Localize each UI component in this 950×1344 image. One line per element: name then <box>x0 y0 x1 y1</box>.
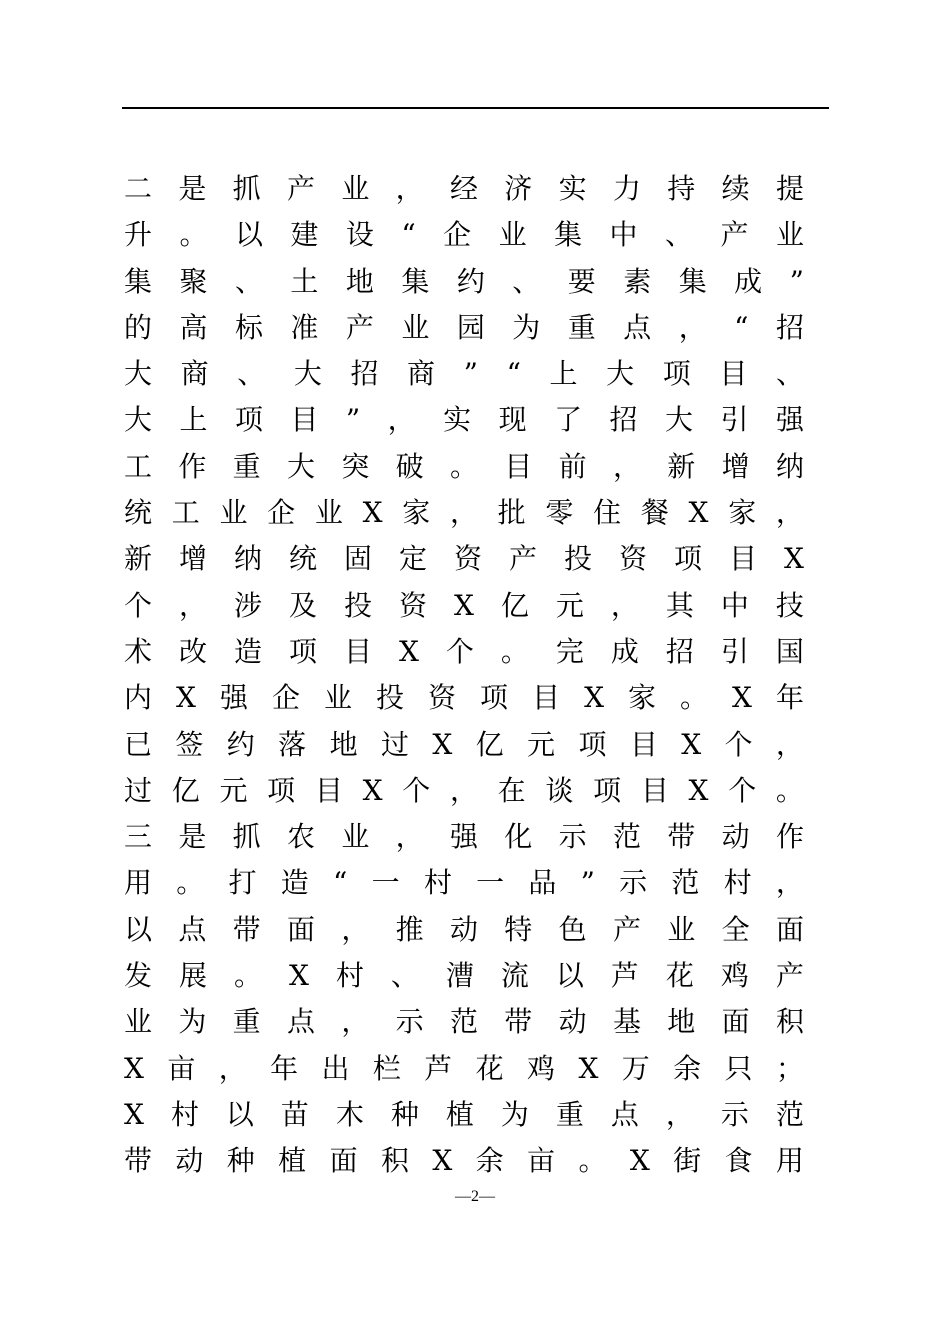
text-line: 工 作 重 大 突 破 。 目 前 ， 新 增 纳 <box>124 449 804 483</box>
body-text <box>124 166 844 1185</box>
text-line: 大 上 项 目 ” ， 实 现 了 招 大 引 强 <box>124 403 804 437</box>
text-line: 发 展 。 X 村 、 漕 流 以 芦 花 鸡 产 <box>124 959 804 993</box>
text-line: X 村 以 苗 木 种 植 为 重 点 ， 示 范 <box>124 1097 804 1131</box>
text-line: 带 动 种 植 面 积 X 余 亩 。 X 街 食 用 <box>124 1144 804 1178</box>
text-line: 内 X 强 企 业 投 资 项 目 X 家 。 X 年 <box>124 681 804 715</box>
header-rule <box>122 107 829 109</box>
text-line: 已 签 约 落 地 过 X 亿 元 项 目 X 个 ， <box>124 727 804 761</box>
text-line: 新 增 纳 统 固 定 资 产 投 资 项 目 X <box>124 542 804 576</box>
text-line: 用 。 打 造 “ 一 村 一 品 ” 示 范 村 ， <box>124 866 804 900</box>
text-line: 升 。 以 建 设 “ 企 业 集 中 、 产 业 <box>124 218 804 252</box>
text-line: 以 点 带 面 ， 推 动 特 色 产 业 全 面 <box>124 912 804 946</box>
text-line: 术 改 造 项 目 X 个 。 完 成 招 引 国 <box>124 634 804 668</box>
text-line: 个 ， 涉 及 投 资 X 亿 元 ， 其 中 技 <box>124 588 804 622</box>
text-line: 二 是 抓 产 业 ， 经 济 实 力 持 续 提 <box>124 172 804 205</box>
text-line: 大 商 、 大 招 商 ” “ 上 大 项 目 、 <box>124 357 804 391</box>
page-number: —2— <box>455 1188 495 1205</box>
text-line: 集 聚 、 土 地 集 约 、 要 素 集 成 ” <box>124 264 804 298</box>
text-line: 三 是 抓 农 业 ， 强 化 示 范 带 动 作 <box>124 820 804 854</box>
text-line: 统 工 业 企 业 X 家 ， 批 零 住 餐 X 家 ， <box>124 496 804 530</box>
text-line: 业 为 重 点 ， 示 范 带 动 基 地 面 积 <box>124 1005 804 1039</box>
text-line: X 亩 ， 年 出 栏 芦 花 鸡 X 万 余 只 ； <box>124 1051 804 1085</box>
text-line: 的 高 标 准 产 业 园 为 重 点 ， “ 招 <box>124 310 804 344</box>
text-line: 过 亿 元 项 目 X 个 ， 在 谈 项 目 X 个 。 <box>124 773 804 807</box>
